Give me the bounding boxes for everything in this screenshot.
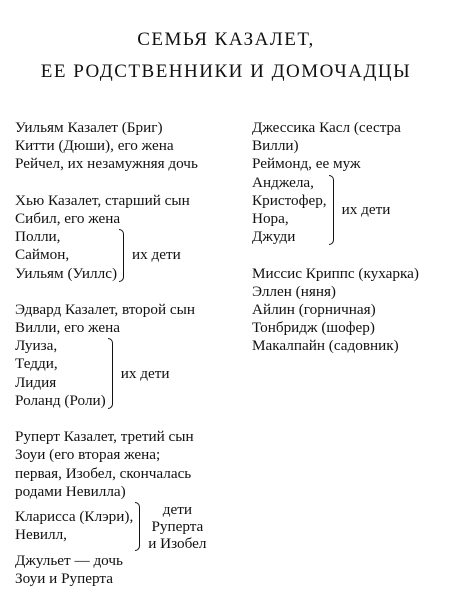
brace-label: их дети [120,364,170,382]
list-item: Луиза, [15,337,58,355]
list-item: Руперт Казалет, третий сын [15,428,194,446]
list-item: Джессика Касл (сестра [252,119,401,136]
left-column [15,119,207,588]
list-item: Невилл, [15,526,67,544]
page-title-line-1: СЕМЬЯ КАЗАЛЕТ, [137,29,315,50]
brace-icon [108,338,116,409]
list-item: Полли, [15,228,61,246]
edward-family [15,301,207,410]
list-item: Зоуи (его вторая жена; [15,446,161,464]
brace-label: их дети [341,200,391,218]
list-item: Зоуи и Руперта [15,570,113,588]
list-item: Кларисса (Клэри), [15,508,134,526]
list-item: Эдвард Казалет, второй сын [15,300,195,318]
brace-icon [119,229,127,282]
brace-label-line: и Изобел [148,534,207,552]
list-item: Реймонд, ее муж [252,155,361,173]
list-item: Роланд (Роли) [15,391,106,409]
brig-family [15,119,207,174]
children-group [252,174,419,247]
brace-label: их дети [132,246,181,264]
list-item: Джуди [252,228,296,246]
list-item: Кристофер, [252,191,327,209]
brace-label [146,501,206,552]
list-item: Рейчел, их незамужняя дочь [15,155,198,173]
list-item: Анджела, [252,173,314,191]
list-item: Вилли) [252,137,299,155]
list-item: родами Невилла) [15,482,126,500]
hugh-family [15,192,207,283]
list-item: Хью Казалет, старший сын [15,191,190,209]
household-staff [252,265,419,356]
children-group [15,228,207,283]
list-item: первая, Изобел, скончалась [15,464,192,482]
children-group [15,501,207,552]
list-item: Китти (Дюши), его жена [15,137,174,155]
list-item: Саймон, [15,246,70,264]
brace-label-line: дети [162,500,192,518]
list-item: Тедди, [15,355,58,373]
list-item: Джульет — дочь [15,551,123,569]
list-item: Уильям (Уиллс) [15,264,118,282]
right-column [252,119,419,355]
list-item: Макалпайн (садовник) [252,337,399,355]
list-item: Эллен (няня) [252,282,336,300]
list-item: Айлин (горничная) [252,300,376,318]
list-item: Лидия [15,373,57,391]
children-group [15,337,207,410]
brace-icon [135,502,143,551]
brace-icon [329,175,337,246]
page-title-line-2: ЕЕ РОДСТВЕННИКИ И ДОМОЧАДЦЫ [40,61,412,82]
list-item: Тонбридж (шофер) [252,319,375,337]
list-item: Сибил, его жена [15,209,121,227]
rupert-family [15,428,207,588]
list-item: Миссис Криппс (кухарка) [252,264,419,282]
brace-label-line: Руперта [151,517,204,535]
list-item: Вилли, его жена [15,319,121,337]
list-item: Нора, [252,209,289,227]
jessica-family [252,119,419,246]
list-item: Уильям Казалет (Бриг) [15,119,163,136]
